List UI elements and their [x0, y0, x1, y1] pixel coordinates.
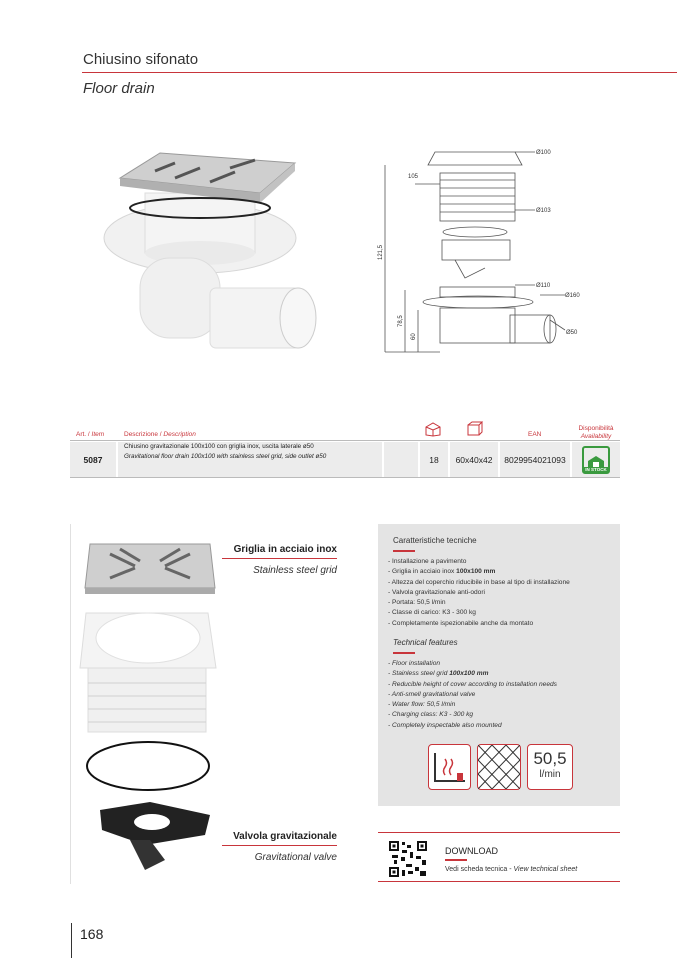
body-photo: [78, 608, 218, 738]
features-title-it: Caratteristiche tecniche: [393, 536, 477, 545]
item-ean: 8029954021093: [500, 442, 572, 477]
water-flow-unit: l/min: [539, 769, 561, 780]
dim-121-5: 121,5: [378, 244, 384, 260]
warehouse-icon: [587, 455, 605, 467]
features-panel: [378, 524, 620, 806]
table-header-rule: [70, 440, 620, 441]
table-bottom-rule: [70, 477, 620, 478]
box-pack-icon: [424, 421, 442, 437]
feature-en-5: - Water flow: 50,5 l/min: [388, 701, 456, 709]
features-list-en: [388, 659, 616, 731]
blank-cell: [384, 442, 420, 477]
dim-60: 60: [411, 333, 417, 340]
dim-d103: Ø103: [536, 208, 551, 214]
dim-78-5: 78,5: [398, 315, 404, 327]
download-top-rule: [378, 832, 620, 833]
water-flow-badge: [527, 744, 573, 790]
product-photo: [100, 138, 320, 378]
feature-it-5: - Portata: 50,5 l/min: [388, 599, 446, 607]
page-title-en: Floor drain: [83, 80, 155, 97]
col-header-ean: EAN: [528, 431, 542, 438]
feature-it-7: - Completamente ispezionabile anche da montato: [388, 619, 534, 627]
floor-install-icon: [428, 744, 471, 790]
feature-it-2: - Griglia in acciaio inox 100x100 mm: [388, 568, 496, 576]
valve-label-rule: [222, 845, 337, 846]
feature-en-3: - Reducible height of cover according to installation needs: [388, 680, 557, 688]
grid-label-rule: [222, 558, 337, 559]
availability-cell: [572, 442, 620, 477]
valve-label-en: Gravitational valve: [254, 852, 337, 863]
feature-it-1: - Installazione a pavimento: [388, 558, 467, 565]
qr-code-icon[interactable]: [388, 840, 428, 878]
download-title[interactable]: DOWNLOAD: [445, 846, 499, 856]
box-size-icon: [465, 421, 483, 437]
in-stock-badge: IN STOCK: [582, 446, 610, 474]
valve-label-it: Valvola gravitazionale: [233, 831, 337, 842]
water-flow-value: 50,5: [533, 749, 567, 768]
features-title-en: Technical features: [393, 638, 458, 647]
dim-d110: Ø110: [536, 283, 551, 289]
item-code: 5087: [70, 442, 118, 477]
o-ring-photo: [80, 740, 220, 796]
title-divider: [82, 72, 677, 73]
page-number: 168: [80, 926, 104, 942]
grid-photo: [80, 536, 220, 600]
feature-en-6: - Charging class: K3 - 300 kg: [388, 711, 474, 719]
technical-drawing: [360, 140, 600, 360]
feature-en-4: - Anti-smell gravitational valve: [388, 690, 476, 698]
dim-d50: Ø50: [566, 330, 578, 336]
item-description: Chiusino gravitazionale 100x100 con griglia inox, uscita laterale ø50 Gravitational floor drain 100x100 with stainless steel grid, side outlet ø50: [118, 442, 384, 477]
download-bottom-rule: [378, 881, 620, 882]
col-header-description: Descrizione / Description: [124, 431, 196, 438]
item-qty: 18: [420, 442, 450, 477]
feature-en-2: - Stainless steel grid 100x100 mm: [388, 670, 489, 678]
feature-en-1: - Floor installation: [388, 660, 441, 667]
dim-d160: Ø160: [565, 293, 580, 299]
page-number-bar: [71, 923, 72, 958]
features-list-it: [388, 557, 616, 629]
col-header-item: Art. / Item: [76, 431, 105, 438]
grid-label-en: Stainless steel grid: [253, 565, 337, 576]
download-title-rule: [445, 859, 467, 861]
features-title-en-rule: [393, 652, 415, 654]
feature-it-6: - Classe di carico: K3 - 300 kg: [388, 609, 476, 617]
features-title-rule: [393, 550, 415, 552]
grid-label-it: Griglia in acciaio inox: [233, 544, 337, 555]
item-size: 60x40x42: [450, 442, 500, 477]
dim-d100: Ø100: [536, 150, 551, 156]
download-text[interactable]: Vedi scheda tecnica - View technical sheet: [445, 866, 578, 873]
col-header-availability: Disponibilità Availability: [578, 425, 614, 440]
section-border: [70, 524, 71, 884]
feature-en-7: - Completely inspectable also mounted: [388, 721, 502, 729]
dim-105: 105: [408, 174, 419, 180]
feature-it-3: - Altezza del coperchio riducibile in base al tipo di installazione: [388, 578, 570, 586]
feature-it-4: - Valvola gravitazionale anti-odori: [388, 588, 486, 596]
table-row: [70, 442, 620, 477]
page-title-it: Chiusino sifonato: [83, 51, 199, 68]
grid-pattern-icon: [477, 744, 521, 790]
